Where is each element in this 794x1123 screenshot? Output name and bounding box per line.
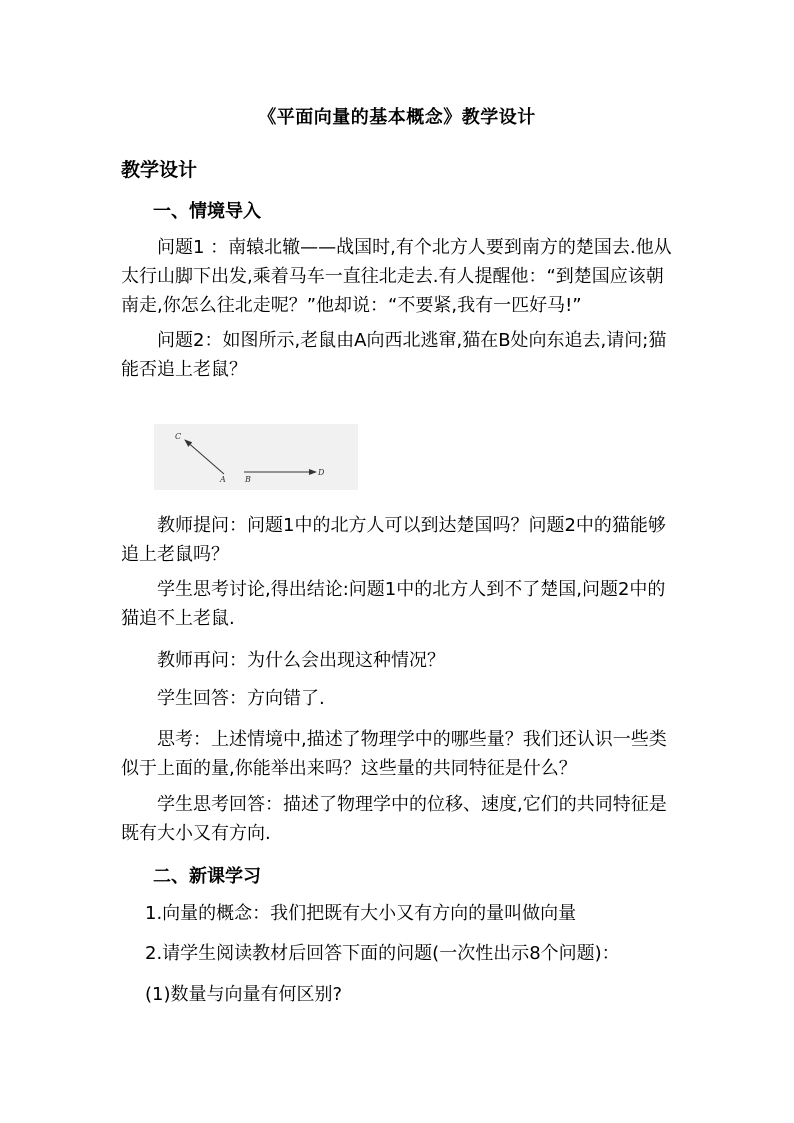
paragraph-question-2: 问题2：如图所示,老鼠由A向西北逃窜,猫在B处向东追去,请问;猫能否追上老鼠？ — [121, 330, 667, 380]
subsection-heading-new-lesson: 二、新课学习 — [153, 866, 261, 887]
paragraph-student-think: 学生思考回答：描述了物理学中的位移、速度,它们的共同特征是既有大小又有方向. — [121, 794, 667, 844]
list-item-1: 1.向量的概念：我们把既有大小又有方向的量叫做向量 — [145, 903, 577, 924]
section-heading: 教学设计 — [121, 159, 198, 181]
list-item-3: (1)数量与向量有何区别? — [145, 984, 343, 1005]
paragraph-student-answer: 学生回答：方向错了. — [157, 688, 325, 709]
document-title: 《平面向量的基本概念》教学设计 — [258, 107, 536, 128]
paragraph-think: 思考：上述情境中,描述了物理学中的哪些量？我们还认识一些类似于上面的量,你能举出来吗？这些量的共同特征是什么？ — [121, 729, 667, 779]
subsection-heading-intro: 一、情境导入 — [153, 201, 261, 222]
label-a: A — [220, 475, 226, 484]
vector-figure — [154, 424, 358, 490]
label-c: C — [175, 432, 182, 441]
paragraph-teacher-again: 教师再问：为什么会出现这种情况？ — [157, 650, 445, 671]
paragraph-teacher-ask: 教师提问：问题1中的北方人可以到达楚国吗？问题2中的猫能够追上老鼠吗？ — [121, 515, 666, 565]
list-item-2: 2.请学生阅读教材后回答下面的问题(一次性出示8个问题)： — [145, 943, 620, 964]
vector-ac — [185, 440, 224, 474]
label-d: D — [318, 468, 325, 477]
paragraph-student-discuss: 学生思考讨论,得出结论:问题1中的北方人到不了楚国,问题2中的猫追不上老鼠. — [121, 579, 666, 629]
vector-diagram — [154, 424, 358, 490]
label-b: B — [245, 475, 251, 484]
paragraph-question-1: 问题1 ：南辕北辙——战国时,有个北方人要到南方的楚国去.他从太行山脚下出发,乘着马车一直往北走去.有人提醒他：“到楚国应该朝南走,你怎么往北走呢？”他却说：“不要紧,我有一匹好马!” — [121, 237, 672, 316]
